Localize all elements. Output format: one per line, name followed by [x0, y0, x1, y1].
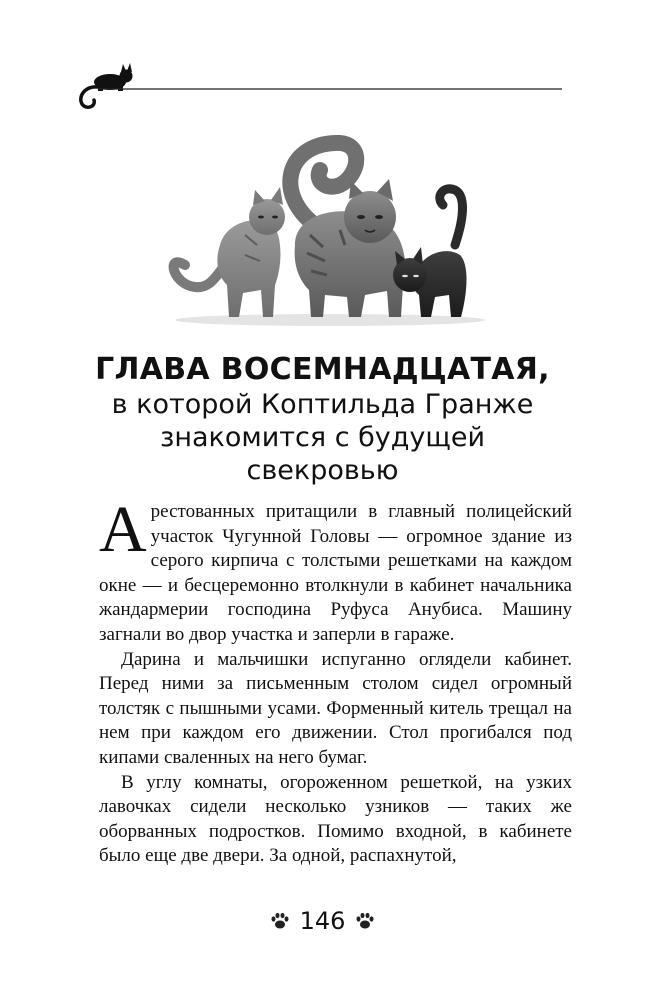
page-footer [0, 906, 645, 935]
cat-silhouette-icon [81, 63, 133, 107]
header-ornament [78, 60, 562, 110]
paragraph-3: В углу комнаты, огороженном решеткой, на узких лавочках сидели несколько узников — таких же оборванных подростков. Помимо входной, в кабинете было еще две двери. За одной, распахнутой, [99, 771, 572, 867]
chapter-title: ГЛАВА ВОСЕМНАДЦАТАЯ, [95, 352, 550, 387]
middle-cat-figure [290, 143, 405, 317]
paw-print-icon [270, 911, 290, 931]
chapter-heading [60, 352, 585, 487]
paragraph-2: Дарина и мальчишки испуганно оглядели кабинет. Перед ними за письменным столом сидел огромный толстяк с пышными усами. Форменный китель трещал на нем при каждом его движении. Стол прогибался под кипами сваленных на него бумаг. [99, 648, 572, 768]
paragraph-1 [99, 493, 572, 648]
right-cat-figure [393, 189, 467, 317]
drop-cap: А [99, 493, 147, 566]
chapter-subtitle-line-1: в которой Коптильда Гранже [111, 389, 534, 420]
chapter-subtitle-line-3: свекровью [246, 455, 399, 486]
three-cats-illustration [165, 135, 495, 330]
left-cat-figure [174, 187, 285, 317]
paw-print-icon [355, 911, 375, 931]
body-text [99, 493, 572, 869]
chapter-subtitle-line-2: знакомится с будущей [160, 422, 485, 453]
page-number: 146 [299, 907, 346, 935]
paragraph-1-text: рестованных притащили в главный полицейский участок Чугунной Головы — огромное здание из серого кирпича с толстыми решетками на каждом окне — и бесцеремонно втолкнули в кабинет начальника жандармерии господина Руфуса Анубиса. Машину загнали во двор участка и заперли в гараже. [99, 501, 572, 645]
